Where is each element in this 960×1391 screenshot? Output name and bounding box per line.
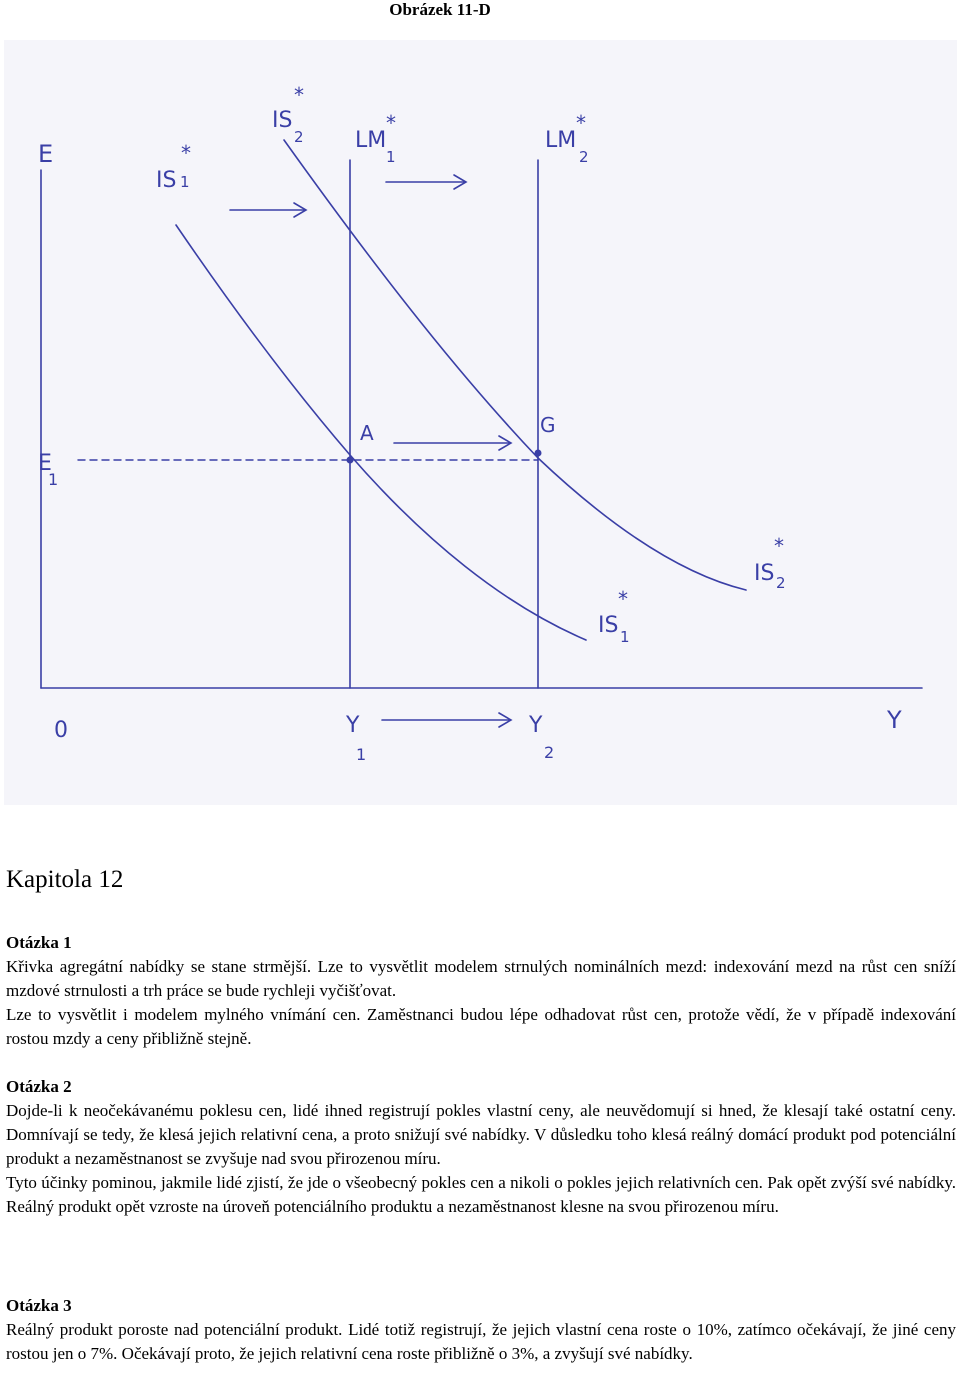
y2-tick-label [528,713,554,762]
svg-text:2: 2 [294,128,304,146]
paragraph: Reálný produkt poroste nad potenciální produkt. Lidé totiž registrují, že jejich vlastní cena roste o 10%, zatímco očekávají, že jiné ceny rostou jen o 7%. Očekávají proto, že jejich relativní cena roste přibližně o 3%, a zvyšují své nabídky. [6,1320,956,1363]
hand-drawn-diagram [4,40,957,805]
svg-text:IS: IS [598,613,619,638]
paragraph: Křivka agregátní nabídky se stane strmější. Lze to vysvětlit modelem strnulých nominálních mezd: indexování mezd na růst cen sníží mzdové strnulosti a trh práce se bude rychleji vyčišťovat. [6,957,956,1000]
svg-text:Y: Y [346,713,360,738]
point-g-dot [535,450,542,457]
svg-text:Y: Y [529,713,543,738]
svg-text:2: 2 [579,148,589,166]
y1-tick-label [345,713,366,764]
x-axis-label: Y [887,706,902,734]
svg-text:LM: LM [545,128,577,153]
paragraph: Dojde-li k neočekávanému poklesu cen, lidé ihned registrují pokles vlastní ceny, ale neuvědomují si hned, že klesají také ostatní ceny. Domnívají se tedy, že klesá jejich relativní cena, a proto snižují své nabídky. V důsledku toho klesá reálný domácí produkt pod potenciální produkt a nezaměstnanost se zvyšuje nad svou přirozenou míru. [6,1101,956,1168]
point-a-dot [347,457,354,464]
lm1-label [355,111,396,166]
is-lm-diagram [4,40,957,805]
is1-label-bottom [598,587,630,646]
question-title: Otázka 3 [6,1296,72,1315]
y-axis-label: E [38,140,54,168]
svg-text:IS: IS [754,561,775,586]
svg-text:1: 1 [386,148,396,166]
origin-label: 0 [54,718,68,743]
question-3 [6,1294,956,1366]
svg-text:1: 1 [356,745,367,764]
svg-text:IS: IS [272,108,293,133]
chapter-heading: Kapitola 12 [6,866,124,893]
svg-text:2: 2 [776,574,786,592]
figure-title: Obrázek 11-D [389,0,491,19]
e1-label: E [38,451,52,476]
question-1 [6,931,956,1051]
is2-label-bottom [754,534,786,592]
paragraph: Tyto účinky pominou, jakmile lidé zjistí, že jde o všeobecný pokles cen a nikoli o pokles jejich relativních cen. Pak opět zvýší své nabídky. Reálný produkt opět vzroste na úroveň potenciálního produktu a nezaměstnanost klesne na svou přirozenou míru. [6,1173,956,1216]
question-title: Otázka 2 [6,1077,72,1096]
is1-curve [176,225,586,640]
lm2-label [545,111,589,166]
svg-text:IS: IS [156,168,177,193]
is1-label-top [156,141,191,193]
svg-text:2: 2 [544,743,555,762]
svg-text:LM: LM [355,128,387,153]
svg-text:*: * [774,534,784,558]
svg-text:*: * [386,111,396,135]
svg-text:1: 1 [180,173,190,191]
question-title: Otázka 1 [6,933,72,952]
svg-text:*: * [576,111,586,135]
svg-text:*: * [294,83,304,107]
point-g-label: G [540,413,556,437]
e1-sub: 1 [48,470,59,489]
is2-curve [284,140,746,590]
svg-text:*: * [181,141,191,165]
point-a-label: A [360,421,374,445]
is2-label-top [272,83,304,146]
paragraph: Lze to vysvětlit i modelem mylného vnímání cen. Zaměstnanci budou lépe odhadovat růst cen, protože vědí, že v případě indexování rostou mzdy a ceny přibližně stejně. [6,1005,956,1048]
svg-text:*: * [618,587,628,611]
svg-text:1: 1 [620,628,630,646]
question-2 [6,1075,956,1219]
